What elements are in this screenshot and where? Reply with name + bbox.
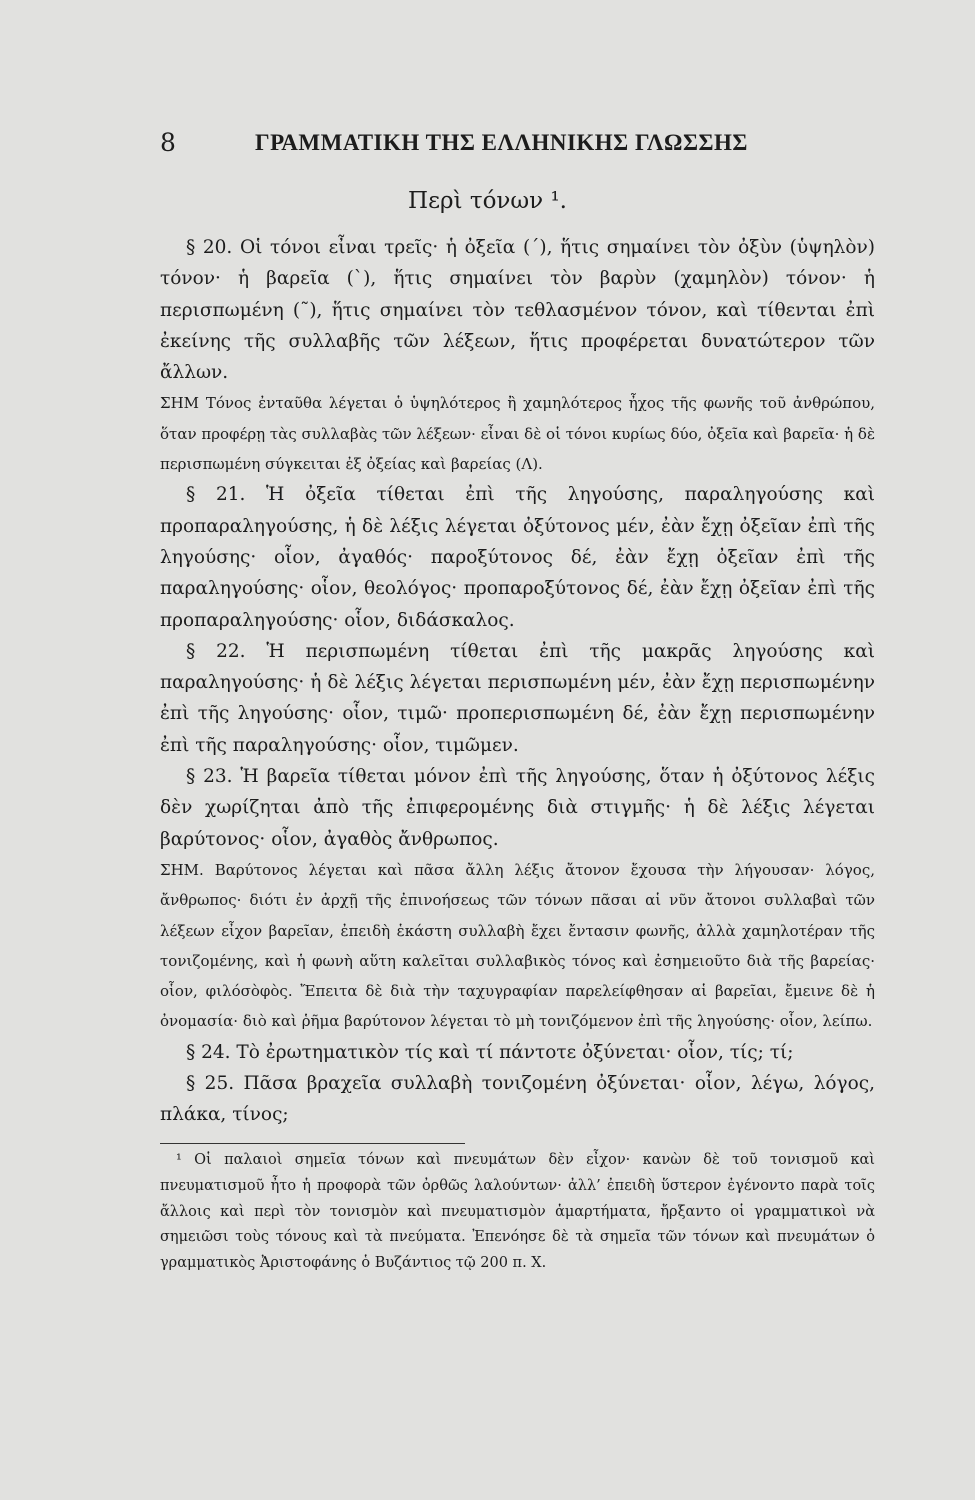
- body-text: [160, 232, 875, 1131]
- note-23: ΣΗΜ. Βαρύτονος λέγεται καὶ πᾶσα ἄλλη λέξις ἄτονον ἔχουσα τὴν λήγουσαν· λόγος, ἄνθρωπος· διότι ἐν ἀρχῇ τῆς ἐπινοήσεως τῶν τόνων πᾶσαι αἱ νῦν ἄτονοι συλλαβαὶ τῶν λέξεων εἶχον βαρεῖαν, ἐπειδὴ ἑκάστη συλλαβὴ ἔχει ἔντασιν φωνῆς, ἀλλὰ χαμηλοτέραν τῆς τονιζομένης, καὶ ἡ φωνὴ αὕτη καλεῖται συλλαβικὸς τόνος καὶ ἐσημειοῦτο διὰ τῆς βαρείας· οἷον, φιλόσὸφὸς. Ἔπειτα δὲ διὰ τὴν ταχυγραφίαν παρελείφθησαν αἱ βαρεῖαι, ἔμεινε δὲ ἡ ὀνομασία· διὸ καὶ ῥῆμα βαρύτονον λέγεται τὸ μὴ τονιζόμενον ἐπὶ τῆς ληγούσης· οἷον, λείπω.: [160, 860, 875, 1031]
- footnotes: [160, 1148, 875, 1277]
- page-number: 8: [160, 128, 176, 157]
- section-title: Περὶ τόνων ¹.: [408, 188, 567, 214]
- paragraph-25: § 25. Πᾶσα βραχεῖα συλλαβὴ τονιζομένη ὀξύνεται· οἷον, λέγω, λόγος, πλάκα, τίνος;: [160, 1073, 875, 1126]
- footnote-divider: [160, 1143, 465, 1144]
- paragraph-24: § 24. Τὸ ἐρωτηματικὸν τίς καὶ τί πάντοτε ὀξύνεται· οἷον, τίς; τί;: [186, 1041, 794, 1063]
- paragraph-22: § 22. Ἡ περισπωμένη τίθεται ἐπὶ τῆς μακρᾶς ληγούσης καὶ παραληγούσης· ἡ δὲ λέξις λέγεται περισπωμένη μέν, ἐὰν ἔχῃ περισπωμένην ἐπὶ τῆς ληγούσης· οἷον, τιμῶ· προπερισπωμένη δέ, ἐὰν ἔχῃ περισπωμένην ἐπὶ τῆς παραληγούσης· οἷον, τιμῶμεν.: [160, 640, 875, 756]
- paragraph-21: § 21. Ἡ ὀξεῖα τίθεται ἐπὶ τῆς ληγούσης, παραληγούσης καὶ προπαραληγούσης, ἡ δὲ λέξις λέγεται ὀξύτονος μέν, ἐὰν ἔχῃ ὀξεῖαν ἐπὶ τῆς ληγούσης· οἷον, ἀγαθός· παροξύτονος δέ, ἐὰν ἔχῃ ὀξεῖαν ἐπὶ τῆς παραληγούσης· οἷον, θεολόγος· προπαροξύτονος δέ, ἐὰν ἔχῃ ὀξεῖαν ἐπὶ τῆς προπαραληγούσης· οἷον, διδάσκαλος.: [160, 484, 875, 631]
- footnote-1: ¹ Οἱ παλαιοὶ σημεῖα τόνων καὶ πνευμάτων δὲν εἶχον· κανὼν δὲ τοῦ τονισμοῦ καὶ πνευματισμοῦ ἦτο ἡ προφορὰ τῶν ὀρθῶς λαλούντων· ἀλλ’ ἐπειδὴ ὕστερον ἐγένοντο παρὰ τοῖς ἄλλοις καὶ περὶ τὸν τονισμὸν καὶ πνευματισμὸν ἁμαρτήματα, ἤρξαντο οἱ γραμματικοὶ νὰ σημειῶσι τοὺς τόνους καὶ τὰ πνεύματα. Ἐπενόησε δὲ τὰ σημεῖα τῶν τόνων καὶ πνευμάτων ὁ γραμματικὸς Ἀριστοφάνης ὁ Βυζάντιος τῷ 200 π. Χ.: [160, 1152, 875, 1272]
- note-20: ΣΗΜ Τόνος ἐνταῦθα λέγεται ὁ ὑψηλότερος ἢ χαμηλότερος ἦχος τῆς φωνῆς τοῦ ἀνθρώπου, ὅταν προφέρῃ τὰς συλλαβὰς τῶν λέξεων· εἶναι δὲ οἱ τόνοι κυρίως δύο, ὀξεῖα καὶ βαρεῖα· ἡ δὲ περισπωμένη σύγκειται ἐξ ὀξείας καὶ βαρείας (Λ).: [160, 394, 875, 474]
- paragraph-20: § 20. Οἱ τόνοι εἶναι τρεῖς· ἡ ὀξεῖα (΄), ἥτις σημαίνει τὸν ὀξὺν (ὑψηλὸν) τόνον· ἡ βαρεῖα (`), ἥτις σημαίνει τὸν βαρὺν (χαμηλὸν) τόνον· ἡ περισπωμένη (῀), ἥτις σημαίνει τὸν τεθλασμένον τόνον, καὶ τίθενται ἐπὶ ἐκείνης τῆς συλλαβῆς τῶν λέξεων, ἥτις προφέρεται δυνατώτερον τῶν ἄλλων.: [160, 237, 875, 384]
- paragraph-23: § 23. Ἡ βαρεῖα τίθεται μόνον ἐπὶ τῆς ληγούσης, ὅταν ἡ ὀξύτονος λέξις δὲν χωρίζηται ἀπὸ τῆς ἐπιφερομένης διὰ στιγμῆς· ἡ δὲ λέξις λέγεται βαρύτονος· οἷον, ἀγαθὸς ἄνθρωπος.: [160, 766, 875, 850]
- running-title: ΓΡΑΜΜΑΤΙΚΗ ΤΗΣ ΕΛΛΗΝΙΚΗΣ ΓΛΩΣΣΗΣ: [255, 130, 748, 155]
- page-header: [160, 128, 880, 164]
